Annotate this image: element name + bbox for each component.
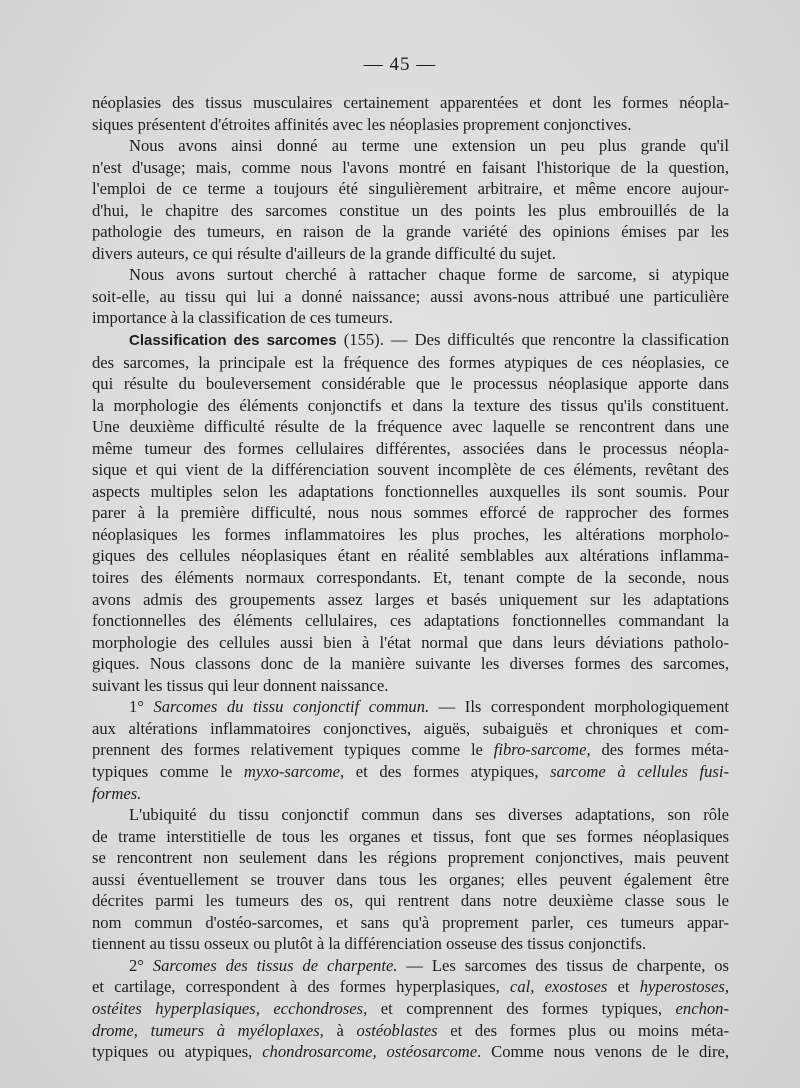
section-heading: Classification des sarcomes [129,332,337,350]
text-line: des sarcomes, la principale est la fréquence des formes atypiques de ces néoplasies, ce [92,352,729,372]
text-line: aux altérations inflammatoires conjonctives, aiguës, subaiguës et chroniques et com- [92,718,729,738]
body-text [92,92,729,1063]
text-line: Nous avons ainsi donné au terme une extension un peu plus grande qu'il [129,136,729,156]
text-line: L'ubiquité du tissu conjonctif commun dans ses diverses adaptations, son rôle [129,805,729,825]
text-line: néoplasies des tissus musculaires certainement apparentées et dont les formes néopla- [92,93,729,112]
text-line: de trame interstitielle de tous les organes et tissus, font que ses formes néoplasiques [92,826,729,846]
text-line: sique et qui vient de la différenciation souvent incomplète de ces éléments, revêtant des [92,460,729,480]
text-line: néoplasiques les formes inflammatoires les plus proches, les altérations morpholo- [92,524,729,544]
text-line: ostéites hyperplasiques, ecchondroses, et comprennent des formes typiques, enchon- [92,998,729,1018]
text-line: se rencontrent non seulement dans les régions proprement conjonctives, mais peuvent [92,848,729,868]
text-line: l'emploi de ce terme a toujours été singulièrement arbitraire, et même encore aujour- [92,179,729,199]
text-line: fonctionnelles des éléments cellulaires, ces adaptations fonctionnelles commandant la [92,611,729,631]
text-line: aspects multiples selon les adaptations fonctionnelles auxquelles ils sont soumis. Pour [92,481,729,501]
text-line: d'hui, le chapitre des sarcomes constitue un des points les plus embrouillés de la [92,200,729,220]
text-line: et cartilage, correspondent à des formes hyperplasiques, cal, exostoses et hyperostoses, [92,977,729,997]
text-line: siques présentent d'étroites affinités avec les néoplasies proprement conjonctives. [92,114,632,134]
text-line: 1° Sarcomes du tissu conjonctif commun. — Ils correspondent morphologiquement [129,697,729,717]
text-line: même tumeur des formes cellulaires différentes, associées dans le processus néopla- [92,438,729,458]
page-number: — 45 — [363,54,437,75]
text-line: morphologie des cellules aussi bien à l'état normal que dans leurs déviations patholo- [92,632,729,652]
text-line: pathologie des tumeurs, en raison de la grande variété des opinions émises par les [92,222,729,242]
text-line: n'est d'usage; mais, comme nous l'avons montré en faisant l'historique de la question, [92,157,729,177]
text-line: Une deuxième difficulté résulte de la fréquence avec laquelle se rencontrent dans une [92,417,729,437]
text-line: Classification des sarcomes (155). — Des difficultés que rencontre la classification [129,330,729,350]
text-line: tiennent au tissu osseux ou plutôt à la différenciation osseuse des tissus conjonctifs. [92,934,647,954]
text-line: la morphologie des éléments conjonctifs et dans la texture des tissus qu'ils constituent. [92,395,729,415]
text-line: suivant les tissus qui leur donnent naissance. [92,675,389,695]
text-line: divers auteurs, ce qui résulte d'ailleurs de la grande difficulté du sujet. [92,243,556,263]
text-line: prennent des formes relativement typiques comme le fibro-sarcome, des formes méta- [92,740,729,760]
text-line: nom commun d'ostéo-sarcomes, et sans qu'à proprement parler, ces tumeurs appar- [92,912,729,932]
text-line: qui résulte du bouleversement considérable que le processus néoplasique apporte dans [92,374,729,394]
text-line: 2° Sarcomes des tissus de charpente. — Les sarcomes des tissus de charpente, os [129,955,729,975]
text-line: parer à la première difficulté, nous nous sommes efforcé de rapprocher des formes [92,503,729,523]
text-line: typiques comme le myxo-sarcome, et des formes atypiques, sarcome à cellules fusi- [92,761,730,781]
text-line: drome, tumeurs à myéloplaxes, à ostéoblastes et des formes plus ou moins méta- [92,1020,729,1040]
text-line: toires des éléments normaux correspondants. Et, tenant compte de la seconde, nous [92,568,729,588]
text-line: aussi éventuellement se trouver dans tous les organes; elles peuvent également être [92,869,729,889]
text-line: giques des cellules néoplasiques étant en réalité semblables aux altérations inflamma- [92,546,729,566]
text-line: avons admis des groupements assez larges et basés uniquement sur les adaptations [92,589,729,609]
text-line: formes. [92,783,142,803]
text-line: décrites parmi les tumeurs des os, qui rentrent dans notre deuxième classe sous le [92,891,729,911]
text-line: importance à la classification de ces tumeurs. [92,308,393,328]
text-line: soit-elle, au tissu qui lui a donné naissance; aussi avons-nous attribué une particulière [92,286,729,306]
text-line: typiques ou atypiques, chondrosarcome, ostéosarcome. Comme nous venons de le dire, [92,1042,729,1062]
text-line: giques. Nous classons donc de la manière suivante les diverses formes des sarcomes, [92,654,729,674]
text-line: Nous avons surtout cherché à rattacher chaque forme de sarcome, si atypique [129,265,729,285]
